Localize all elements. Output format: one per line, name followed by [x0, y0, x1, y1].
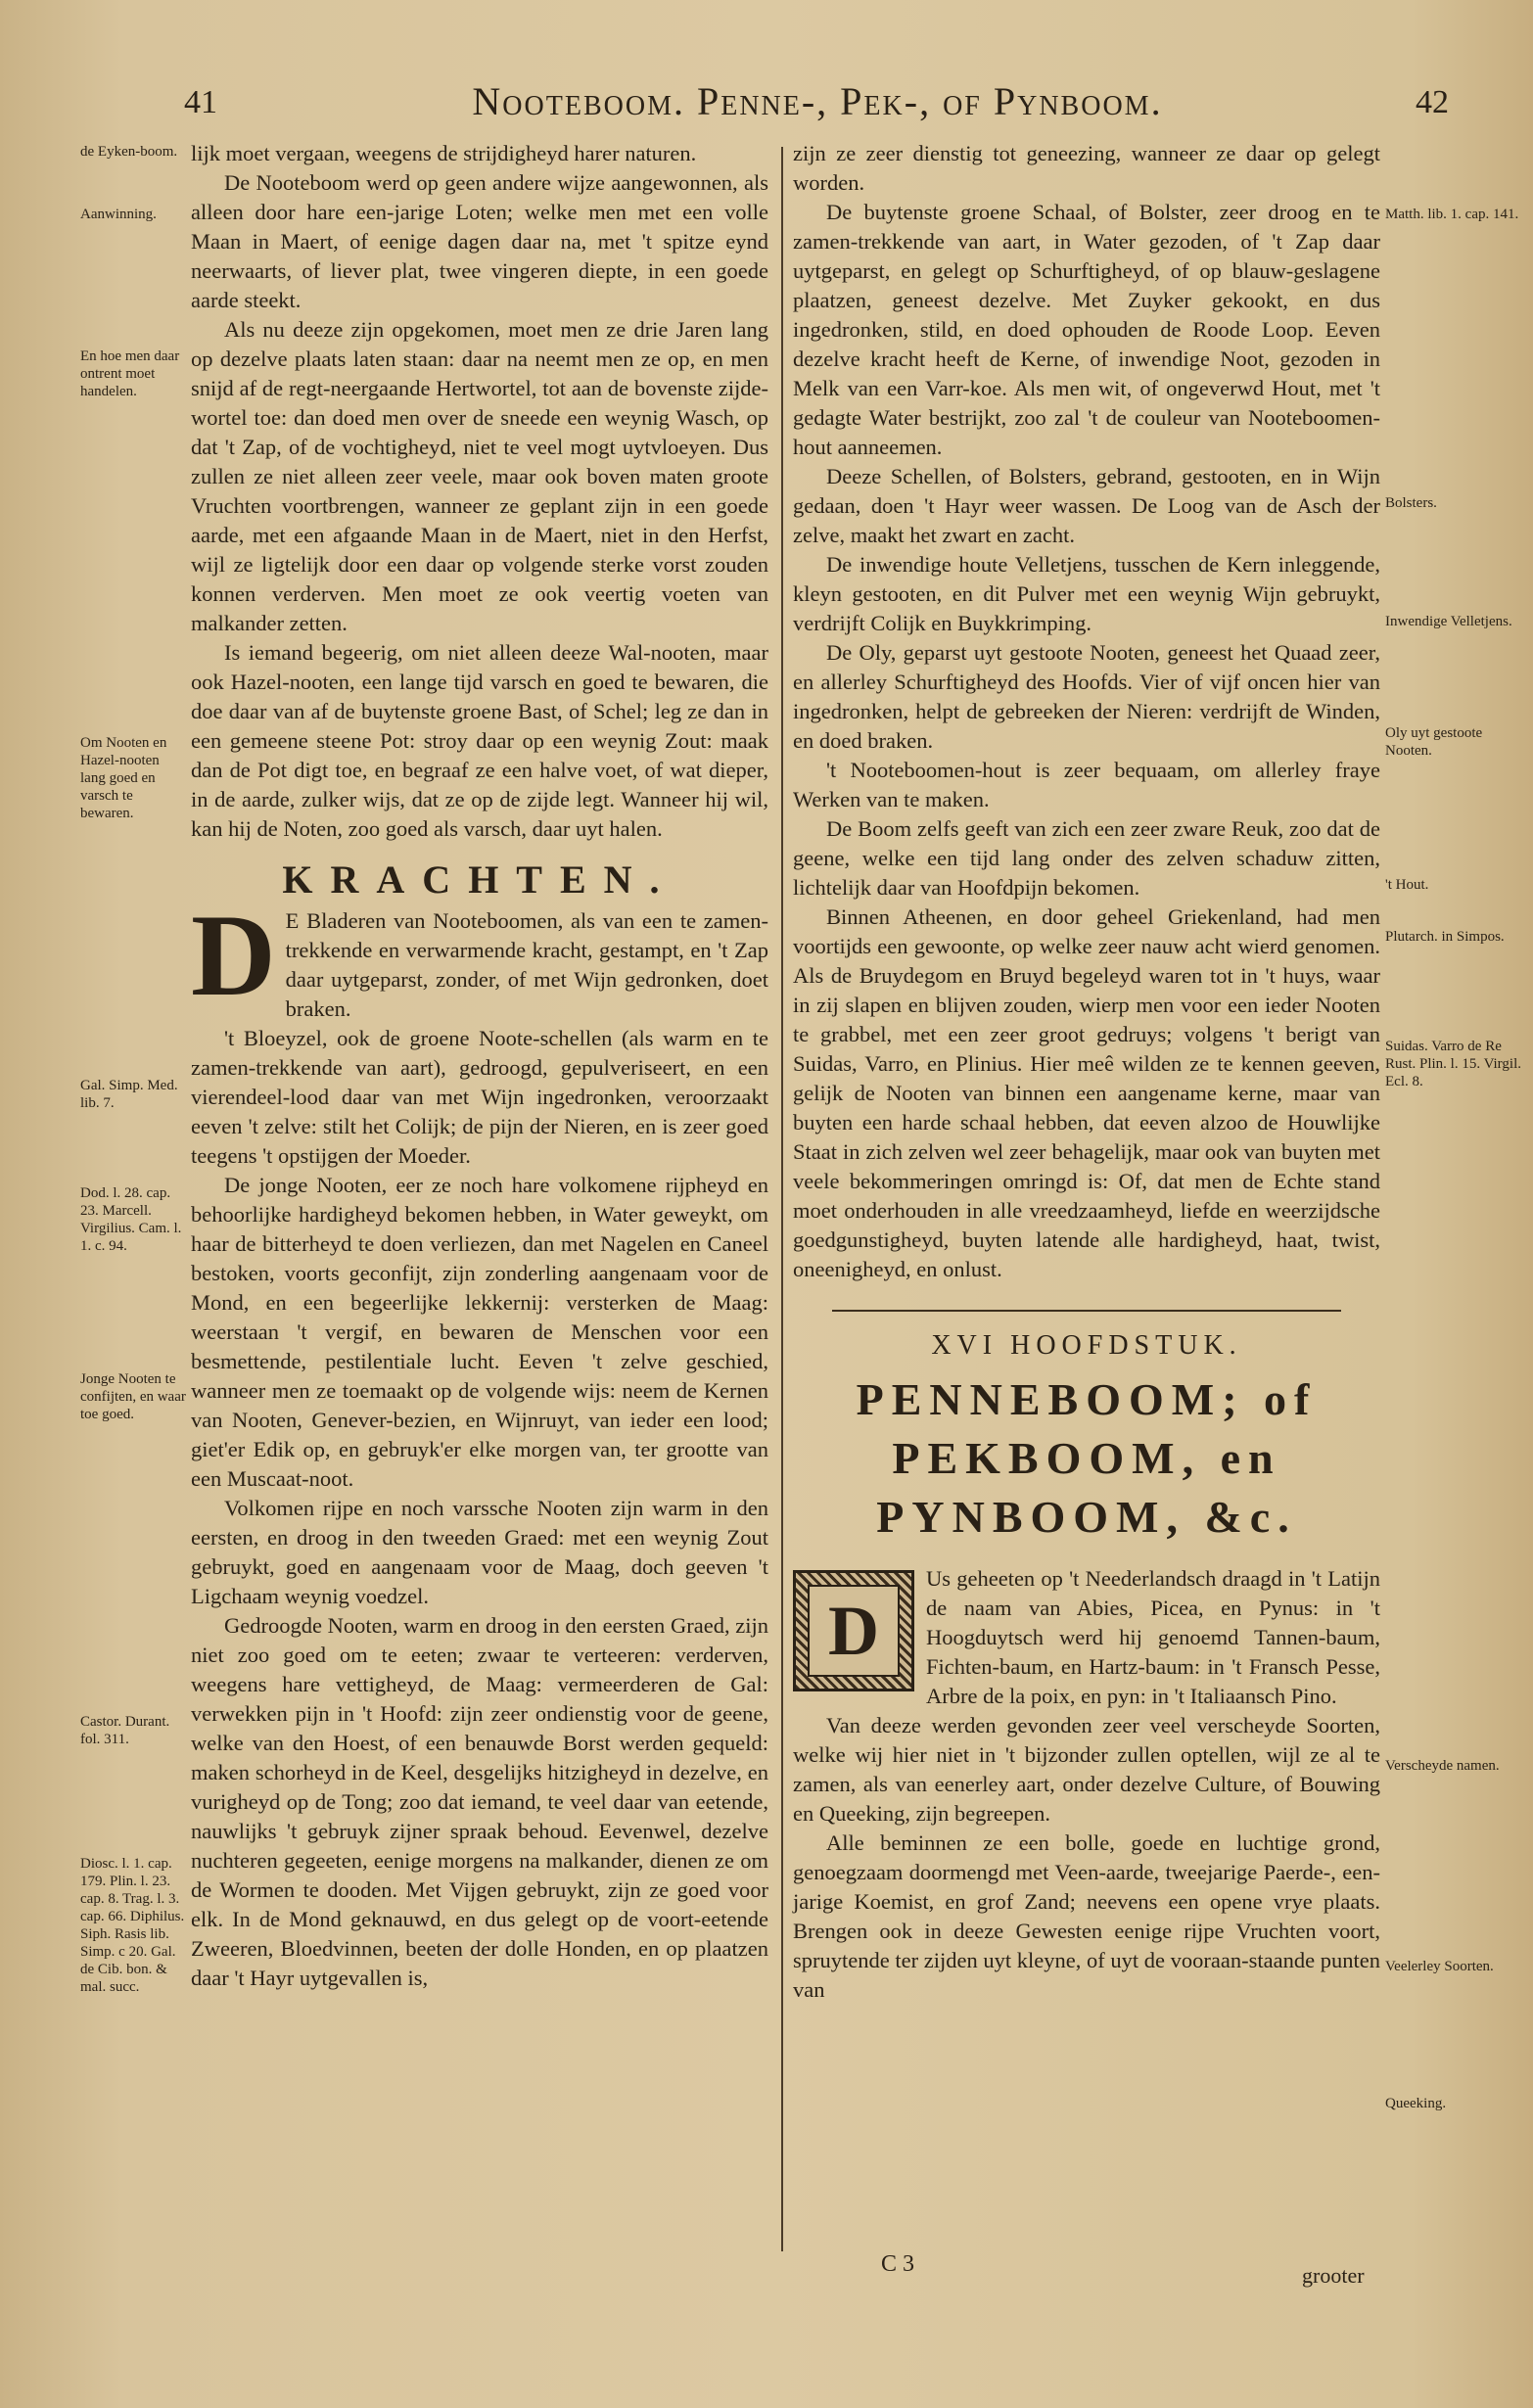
paragraph: Volkomen rijpe en noch varssche Nooten zijn warm in den eersten, en droog in den tweeden Graed: met een weynig Zout gebruykt, goed en aangenaam voor de Maag, doch geeven 't Ligchaam weynig voedzel. [191, 1496, 768, 1608]
paragraph: De Oly, geparst uyt gestoote Nooten, geneest het Quaad zeer, en allerley Schurftigheyd des Hoofds. Vier of vijf oncen hier van ingedronken, helpt de gebreeken der Nieren: verdrijft de Winden, en doed braken. [793, 640, 1380, 753]
paragraph [191, 890, 768, 1024]
page-number-left: 41 [184, 84, 217, 120]
margin-note: Veelerley Soorten. [1385, 1959, 1494, 1974]
paragraph: De jonge Nooten, eer ze noch hare volkomene rijpheyd en behoorlijke hardigheyd bekomen hebben, in Water geweykt, om haar de bitterheyd te doen verliezen, dan met Nagelen en Caneel bestoken, voorts geconfijt, zijn zonderling aangenaam voor de Mond, en een begeerlijke lekkernij: versterken de Maag: weerstaan 't vergif, en bewaren de Menschen voor een besmettende, pestilentiale lucht. Eeven 't zelve geschied, wanneer men ze toemaakt op de volgende wijs: neem de Kernen van Nooten, Genever-bezien, en Wijnruyt, van ieder een lood; giet'er Edik op, en gebruyk'er elke morgen van, ter grootte van een Muscaat-noot. [191, 1173, 768, 1491]
chapter-number: XVI HOOFDSTUK. [931, 1330, 1242, 1361]
drop-cap: D [191, 890, 276, 1020]
paragraph: lijk moet vergaan, weegens de strijdigheyd harer naturen. [191, 141, 697, 165]
paragraph-text: E Bladeren van Nooteboomen, als van een te zamen-trekkende en verwarmende kracht, gestampt, en 't Zap daar uytgeparst, zonder, of met Wijn gedronken, doet braken. [285, 908, 768, 1021]
chapter-body [793, 1564, 1380, 2005]
margin-note: Queeking. [1385, 2096, 1447, 2111]
paragraph: De Nooteboom werd op geen andere wijze aangewonnen, als alleen door hare een-jarige Loten; welke men met een volle Maan in Maert, of eenige dagen daar na, met 't spitze eynd neerwaarts, of liever plat, twee vingeren diepte, in een goede aarde steekt. [191, 170, 768, 312]
page-number-right: 42 [1416, 84, 1449, 120]
margin-note: Castor. Durant. fol. 311. [80, 1714, 170, 1747]
paragraph: Als nu deeze zijn opgekomen, moet men ze drie Jaren lang op dezelve plaats laten staan: daar na neemt men ze op, en men snijd af de regt-neergaande Hertwortel, tot aan de bovenste zijde-wortel toe: dan doed men over de sneede een weynig Wasch, op dat 't Zap, of de vochtigheyd, niet te veel mogt uytvloeyen. Dus zullen ze niet alleen zeer veele, maar ook boven maten groote Vruchten voortbrengen, wanneer ze geplant zijn in een goede aarde, met een afgaande Maan in de Maert, niet in den Herfst, wijl ze ligtelijk door een daar op volgende sterke vorst zouden konnen verderven. Men moet ze ook veertig voeten van malkander zetten. [191, 317, 768, 635]
margin-note: Bolsters. [1385, 495, 1437, 511]
margin-note: Oly uyt gestoote Nooten. [1385, 725, 1483, 759]
chapter-title-line: PENNEBOOM; of [856, 1374, 1318, 1424]
paragraph: De buytenste groene Schaal, of Bolster, zeer droog en te zamen-trekkende van aart, in Water gezoden, of 't Zap daar uytgeparst, en gelegt op Schurftigheyd, of op blauw-geslagene plaatzen, geneest dezelve. Met Zuyker gekookt, en dus ingedronken, stild, en doed ophouden de Roode Loop. Eeven dezelve kracht heeft de Kerne, of inwendige Noot, gezoden in Melk van een Varr-koe. Als men wit, of ongeverwd Hout, met 't gedagte Water bestrijkt, zoo zal 't de couleur van Nooteboomen-hout aanneemen. [793, 200, 1380, 459]
margin-note: Matth. lib. 1. cap. 141. [1385, 207, 1519, 222]
margin-note: En hoe men daar ontrent moet handelen. [80, 348, 180, 399]
paragraph: Binnen Atheenen, en door geheel Griekenland, had men voortijds een gewoonte, op welke zeer nauw acht wierd genomen. Als de Bruydegom en Bruyd begeleyd waren tot in 't huys, waar in zij slapen en blijven zouden, wierp men voor een ieder Nooten te grabbel, met een zeer groot gedruys; volgens 't berigt van Suidas, Varro, en Plinius. Hier meê wilden ze te kennen geeven, gelijk de Nooten van binnen een aangename kerne, maar van buyten een harde schaal hebben, dat eeven alzoo de Houwlijke Staat in zich zelven wel zeer behagelijk, maar ook van buyten met veele bekommeringen omringd is: Of, dat men de Echte stand moet onderhouden in alle vreedzaamheyd, liefde en weerzijdsche goedgunstigheyd, buyten latende alle hardigheyd, haat, twist, oneenigheyd, en onlust. [793, 904, 1380, 1281]
paragraph: De inwendige houte Velletjens, tusschen de Kern inleggende, kleyn gestooten, en dit Pulver met een weynig Wijn gebruykt, verdrijft Colijk en Buykkrimping. [793, 552, 1380, 635]
ornament-letter: D [808, 1585, 900, 1677]
margin-note: Suidas. Varro de Re Rust. Plin. l. 15. Virgil. Ecl. 8. [1385, 1039, 1521, 1089]
signature-mark: C 3 [881, 2251, 915, 2277]
column-divider [781, 147, 783, 2251]
margin-note: Aanwinning. [80, 207, 157, 222]
paragraph: 't Nooteboomen-hout is zeer bequaam, om allerley fraye Werken van te maken. [793, 758, 1380, 811]
margin-note: Jonge Nooten te confijten, en waar toe goed. [80, 1371, 186, 1422]
chapter-title-line: PYNBOOM, &c. [876, 1492, 1297, 1542]
paragraph: Van deeze werden gevonden zeer veel verscheyde Soorten, welke wij hier niet in 't bijzonder zullen optellen, wijl ze al te zamen, als van eenerley aart, onder dezelve Culture, of Bouwing en Queeking, zijn begreepen. [793, 1713, 1380, 1826]
margin-note: de Eyken-boom. [80, 144, 178, 160]
paragraph: Is iemand begeerig, om niet alleen deeze Wal-nooten, maar ook Hazel-nooten, een lange tijd varsch en goed te bewaren, die doe daar van af de buytenste groene Bast, of Schel; leg ze dan in een gemeene steene Pot: stroy daar op een weynig Zout: maak dan de Pot digt toe, en begraaf ze een halve voet, of wat dieper, in de aarde, zulker wijs, dat ze op de zijde legt. Wanneer hij wil, kan hij de Noten, zoo goed als varsch, daar uyt halen. [191, 640, 768, 841]
margin-note: Gal. Simp. Med. lib. 7. [80, 1078, 178, 1111]
ornamental-initial [793, 1570, 914, 1691]
margin-note: Plutarch. in Simpos. [1385, 929, 1505, 945]
paragraph: Alle beminnen ze een bolle, goede en luchtige grond, genoegzaam doormengd met Veen-aarde, tweejarige Paerde-, een-jarige Koemist, en grof Zand; neevens een opene vrye plaats. Brengen ook in deeze Gewesten eenige rijpe Vruchten voort, spruytende ter zijden uyt kleyne, of uyt de vooraan-staande punten van [793, 1830, 1380, 2002]
paragraph: Gedroogde Nooten, warm en droog in den eersten Graed, zijn niet zoo goed om te eeten; zwaar te verteeren: verderven, weegens hare vettigheyd, de Maag: vermeerderen de Gal: verwekken pijn in 't Hoofd: zijn zeer ondienstig voor de geene, welke van den Hoest, of een benauwde Borst werden gequeld: maken schorheyd in de Keel, desgelijks hitzigheyd in dezelve, en vurigheyd op de Tong; zoo dat iemand, te veel daar van eetende, nauwlijks 't gebruyk zijner spraak behoud. Eevenwel, dezelve nuchteren gegeeten, eenige morgens na malkander, dienen ze om de Wormen te dooden. Met Vijgen gebruykt, zijn ze goed voor elk. In de Mond geknauwd, en dus gelegt op de voort-eetende Zweeren, Bloedvinnen, beeten der dolle Honden, en op plaatzen daar 't Hayr uytgevallen is, [191, 1613, 768, 1990]
margin-note: Diosc. l. 1. cap. 179. Plin. l. 23. cap. 8. Trag. l. 3. cap. 66. Diphilus. Siph. Rasis lib. Simp. c 20. Gal. de Cib. bon. & mal. succ. [80, 1856, 185, 1995]
right-column [793, 139, 1380, 2005]
chapter-title-line: PEKBOOM, en [892, 1433, 1281, 1483]
chapter-rule [832, 1310, 1341, 1312]
margin-note: Inwendige Velletjens. [1385, 614, 1512, 629]
margin-note: 't Hout. [1385, 877, 1429, 893]
running-title: Nooteboom. Penne-, Pek-, of Pynboom. [472, 79, 1163, 123]
margin-note: Om Nooten en Hazel-nooten lang goed en varsch te bewaren. [80, 735, 167, 821]
margin-note: Dod. l. 28. cap. 23. Marcell. Virgilius. Cam. l. 1. c. 94. [80, 1185, 182, 1254]
margin-note: Verscheyde namen. [1385, 1758, 1500, 1774]
page-header [176, 78, 1449, 137]
section-heading: KRACHTEN. [282, 857, 677, 902]
paragraph: zijn ze zeer dienstig tot geneezing, wanneer ze daar op gelegt worden. [793, 141, 1380, 195]
paragraph: Deeze Schellen, of Bolsters, gebrand, gestooten, en in Wijn gedaan, doen 't Hayr weer wassen. De Loog van de Asch der zelve, maakt het zwart en zacht. [793, 464, 1380, 547]
paragraph: 't Bloeyzel, ook de groene Noote-schellen (als warm en te zamen-trekkende van aart), gedroogd, gepulveriseert, en een vierendeel-lood daar van met Wijn ingedronken, veroorzaakt eeven 't zelve: stilt het Colijk; de pijn der Nieren, en is zeer goed teegens 't opstijgen der Moeder. [191, 1026, 768, 1168]
left-column [191, 139, 768, 1993]
paragraph: De Boom zelfs geeft van zich een zeer zware Reuk, zoo dat de geene, welke een tijd lang onder des zelven schaduw zitten, lichtelijk daar van Hoofdpijn bekomen. [793, 816, 1380, 900]
paragraph-text: Us geheeten op 't Neederlandsch draagd in 't Latijn de naam van Abies, Picea, en Pynus: in 't Hoogduytsch werd hij genoemd Tannen-baum, Fichten-baum, en Hartz-baum: in 't Fransch Pesse, Arbre de la poix, en pyn: in 't Italiaansch Pino. [926, 1566, 1380, 1708]
paragraph [793, 1564, 1380, 1711]
catchword: grooter [1302, 2263, 1365, 2288]
